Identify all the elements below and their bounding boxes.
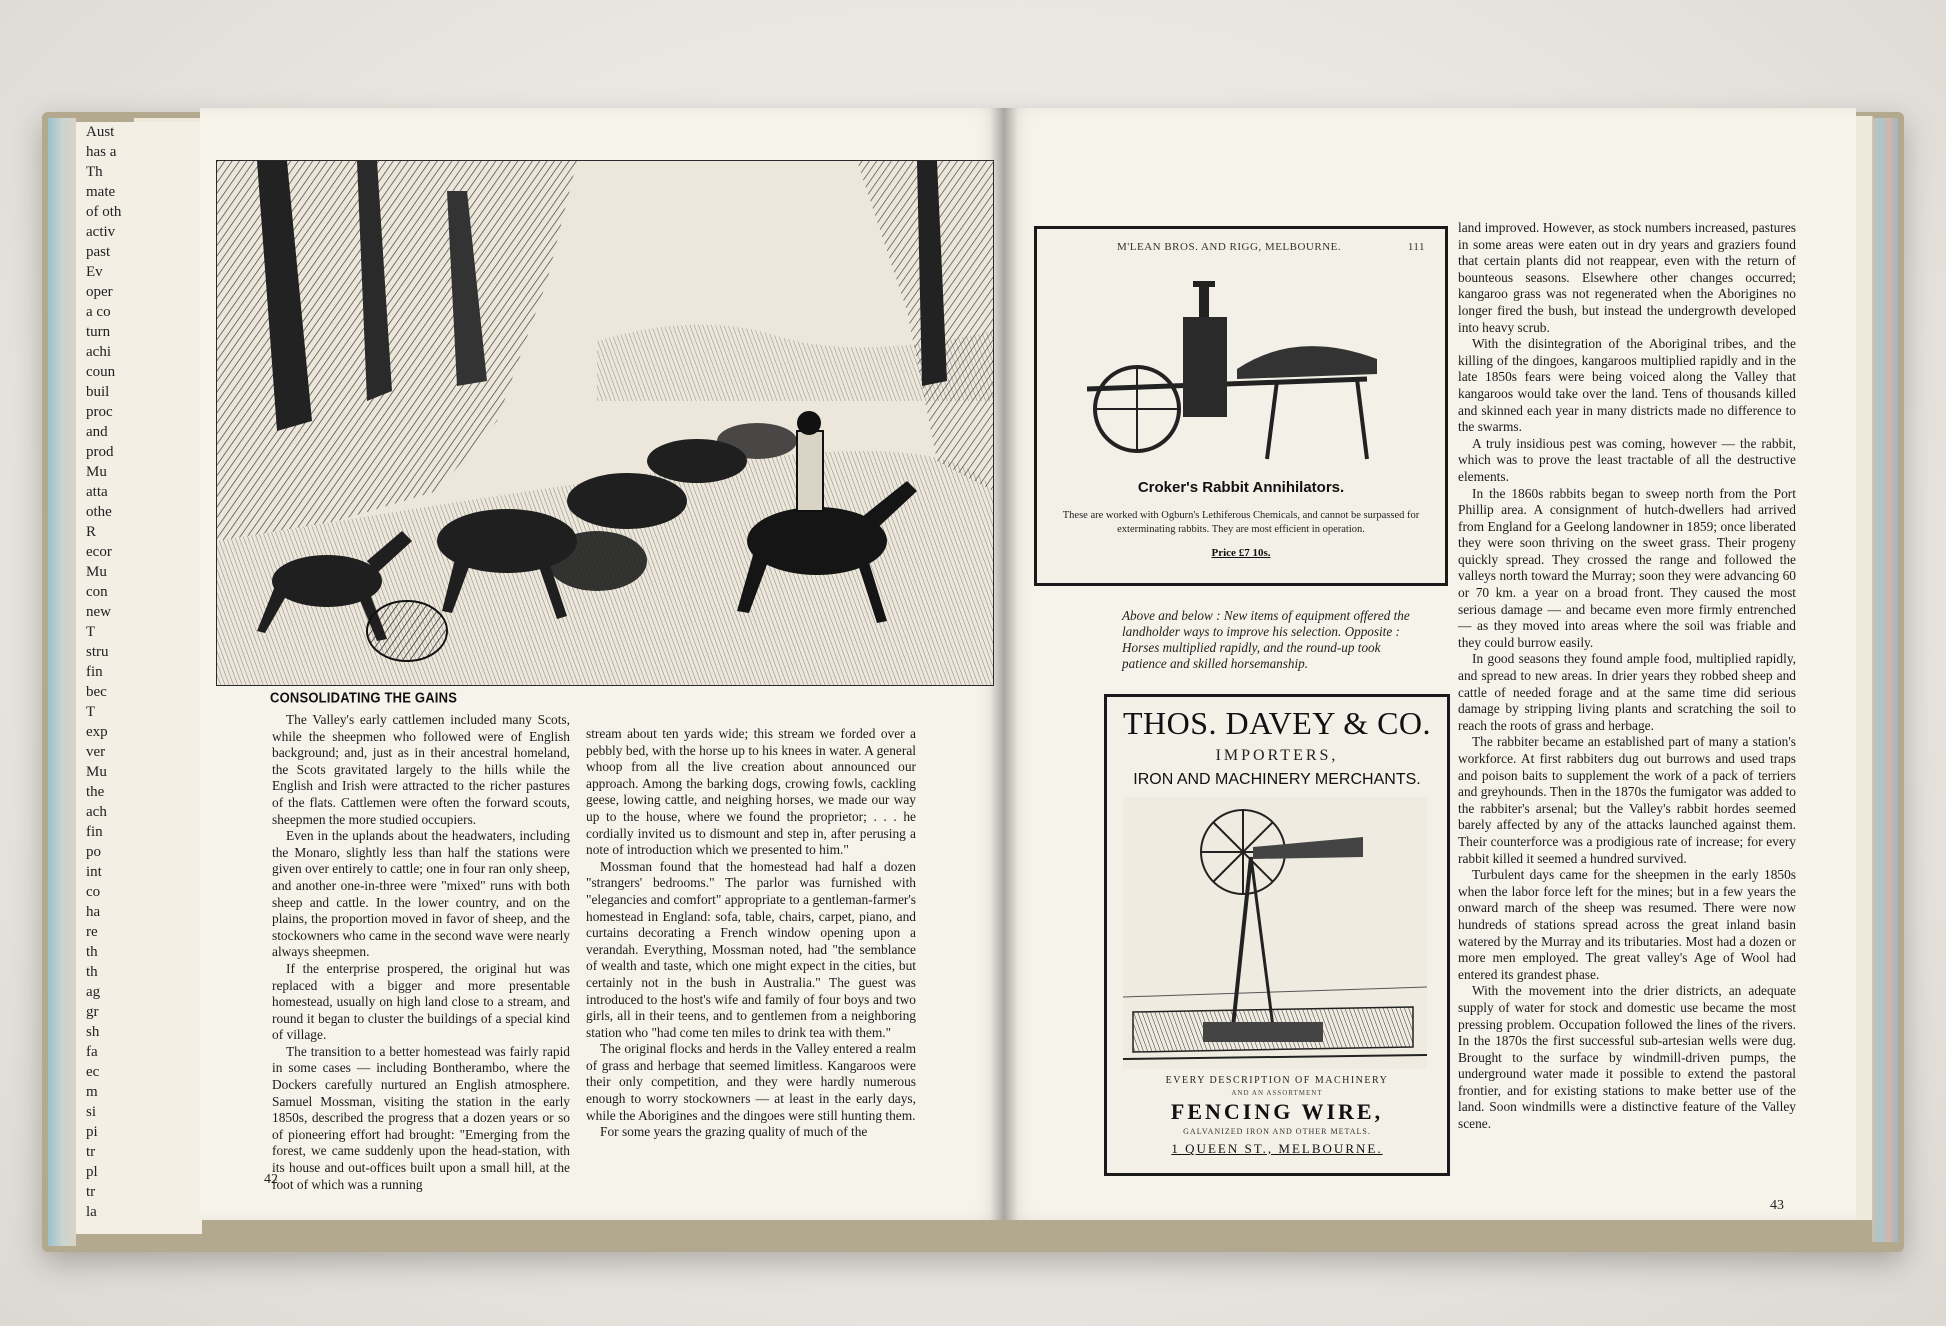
previous-page-line: othe (86, 504, 112, 520)
previous-page-line: bec (86, 684, 107, 700)
figure-caption: Above and below : New items of equipment offered the landholder ways to improve his selection. Opposite : Horses multiplied rapidly, and the round-up took patience and skilled horsemanship. (1122, 608, 1410, 671)
right-page-column (1458, 220, 1796, 1133)
advert-title: Croker's Rabbit Annihilators. (1137, 479, 1345, 496)
previous-page-line: achi (86, 344, 111, 360)
previous-page-line: Mu (86, 564, 107, 580)
advert-body: These are worked with Ogburn's Lethiferous Chemicals, and cannot be surpassed for exterminating rabbits. They are most efficient in operation. (1062, 510, 1420, 535)
advert-assortment-line: AND AN ASSORTMENT (1231, 1089, 1323, 1097)
horse-roundup-engraving (216, 160, 994, 686)
previous-page-line: Mu (86, 464, 107, 480)
section-heading: CONSOLIDATING THE GAINS (270, 688, 458, 707)
paragraph: In the 1860s rabbits began to sweep north from the Port Phillip area. A consignment of hutch-dwellers had arrived from England for a Geelong landowner in 1859; once liberated they were soon thriving on the sweet grass. Their progeny quickly spread. They crossed the range and followed the valleys north toward the Murray; soon they were advancing 60 or 70 km. a year on a broad front. They caused the most serious damage — and became even more firmly entrenched — as they moved into areas where the soil was friable and they could burrow easily. (1458, 485, 1796, 650)
left-page-column-1 (272, 712, 570, 1193)
previous-page-line: fin (86, 664, 103, 680)
advert-address: 1 QUEEN ST., MELBOURNE. (1171, 1141, 1383, 1156)
advert-page-number: 111 (1407, 241, 1425, 253)
paragraph: If the enterprise prospered, the original hut was replaced with a bigger and more presentable homestead, usually on high land close to a stream, and round it began to cluster the buildings of a special kind of village. (272, 960, 570, 1043)
previous-page-line: Th (86, 164, 103, 180)
previous-page-line: new (86, 604, 111, 620)
previous-page-line: m (86, 1084, 98, 1100)
previous-page-line: turn (86, 324, 111, 340)
previous-page-line: tr (86, 1144, 96, 1160)
previous-page-line: Mu (86, 764, 107, 780)
previous-page-line: coun (86, 364, 116, 380)
paragraph: For some years the grazing quality of much of the (600, 1124, 868, 1140)
previous-page-line: stru (86, 644, 109, 660)
previous-page-line: th (86, 944, 98, 960)
previous-page-line: ha (86, 904, 101, 920)
advert-galvanized-line: GALVANIZED IRON AND OTHER METALS. (1183, 1127, 1371, 1136)
previous-page-line: a co (86, 304, 111, 320)
previous-page-line: exp (86, 724, 108, 740)
advert-machinery-line: EVERY DESCRIPTION OF MACHINERY (1165, 1075, 1389, 1086)
rabbit-fumigator-illustration (1087, 269, 1407, 469)
advert-importers: IMPORTERS, (1215, 747, 1339, 764)
previous-page-line: ecor (86, 544, 112, 560)
page-number-left: 42 (264, 1172, 278, 1187)
previous-page-line: ach (86, 804, 107, 820)
paragraph: Mossman found that the homestead had half a dozen "strangers' bedrooms." The parlor was furnished with "elegancies and comfort" appropriate to a gentleman-farmer's homestead in England: sofa, table, chairs, carpet, piano, and curtains decorating a French window opening upon a verandah. Everything, Mossman noted, had "the semblance of wealth and taste, which one might expect in the cities, but certainly not in the bush in Australia." The guest was introduced to the host's wife and family of four boys and two girls, all in their teens, and to gentlemen from a neighboring station who "had come ten miles to drink tea with them." (586, 858, 916, 1040)
previous-page-line: has a (86, 144, 117, 160)
advert-header: M'LEAN BROS. AND RIGG, MELBOURNE. (1117, 241, 1342, 253)
previous-page-line: buil (86, 384, 110, 400)
previous-page-line: int (86, 864, 102, 880)
previous-page-line: R (86, 524, 97, 540)
previous-page-line: fin (86, 824, 103, 840)
previous-page-line: past (86, 244, 111, 260)
previous-page-line: Ev (86, 264, 103, 280)
previous-page-line: T (86, 624, 96, 640)
paragraph: In good seasons they found ample food, multiplied rapidly, and spread to new areas. In drier years they robbed sheep and cattle of needed forage and at the same time did serious damage by stripping living plants and scratching the soil to reach the roots of grass and herbage. (1458, 651, 1796, 733)
previous-page-line: si (86, 1104, 97, 1120)
paragraph: The Valley's early cattlemen included many Scots, while the sheepmen who followed were of English background; and, just as in their ancestral homeland, the Scots gravitated largely to the hills while the English and Irish were attracted to the richer pastures of the flats. Cattlemen were often the forward scouts, sheepmen the more studied occupiers. (272, 712, 570, 827)
paragraph: land improved. However, as stock numbers increased, pastures in some areas were eaten out in dry years and graziers found that certain plants did not reappear, even with the return of bounteous seasons. Elsewhere other changes occurred; kangaroo grass was not regenerated when the Aborigines no longer fired the bush, but instead the undergrowth developed into heavy scrub. (1458, 220, 1796, 335)
previous-page-line: th (86, 964, 98, 980)
previous-page-line: la (86, 1204, 97, 1220)
previous-page-strip (76, 122, 202, 1234)
previous-page-line: of oth (86, 204, 122, 220)
paragraph: Turbulent days came for the sheepmen in the early 1850s when the labor force left for the mines; but in a few years the onward march of the sheep was resumed. There were now hundreds of stations spread across the great inland basin watered by the Murray and its tributaries. Most had a dozen or more men employed. The great valley's Age of Wool had entered its grandest phase. (1458, 867, 1796, 982)
paragraph: With the disintegration of the Aboriginal tribes, and the killing of the dingoes, kangaroos multiplied rapidly and in the late 1850s fears were being voiced along the Valley that kangaroos would take over the land. Tens of thousands killed and skinned each year in many districts made no difference to the swarms. (1458, 336, 1796, 435)
paragraph: A truly insidious pest was coming, however — the rabbit, which was to prove the least tractable of all the destructive elements. (1458, 435, 1796, 484)
previous-page-line: tr (86, 1184, 96, 1200)
paragraph: The rabbiter became an established part of many a station's workforce. At first rabbiters dug out burrows and used traps and poison baits to supplement the work of a pack of terriers and greyhounds. Then in the 1870s the fumigator was added to the rabbiter's arsenal; but the Valley's rabbit hordes seemed barely affected by any of the attacks launched against them. Their counterforce was a prodigious rate of increase; for every rabbit killed it seemed a hundred survived. (1458, 734, 1796, 866)
paragraph: With the movement into the drier districts, an adequate supply of water for stock and domestic use became the most pressing problem. Occupation followed the lines of the rivers. In the 1870s the first successful sub-artesian wells were dug. Brought to the surface by windmill-driven pumps, the underground water made it possible to extend the pastoral frontier, and for existing stations to make better use of the land. Soon windmills were a distinctive feature of the Valley scene. (1458, 983, 1796, 1132)
windmill-illustration (1123, 797, 1427, 1069)
previous-page-line: gr (86, 1004, 99, 1020)
paragraph: Even in the uplands about the headwaters, including the Monaro, slightly less than half the stations were given over entirely to cattle; one in four ran only sheep, and another one-in-three were "mixed" runs with both sheep and cattle. In the lower country, and on the plains, the proportion moved in favor of sheep, and the stockowners who came in the second wave were nearly always sheepmen. (272, 828, 570, 960)
previous-page-line: po (86, 844, 101, 860)
left-page-column-2 (586, 726, 916, 1141)
previous-page-line: mate (86, 184, 116, 200)
previous-page-line: pi (86, 1124, 98, 1140)
page-number-right: 43 (1770, 1198, 1784, 1213)
thos-davey-advert (1104, 694, 1450, 1176)
previous-page-line: prod (86, 444, 114, 460)
previous-page-line: the (86, 784, 105, 800)
previous-page-line: ec (86, 1064, 100, 1080)
previous-page-line: pl (86, 1164, 98, 1180)
cover-left-edge (48, 118, 76, 1246)
previous-page-line: sh (86, 1024, 100, 1040)
previous-page-line: ver (86, 744, 106, 760)
advert-price: Price £7 10s. (1211, 547, 1271, 559)
previous-page-line: Aust (86, 124, 115, 140)
advert-fencing-wire: FENCING WIRE, (1170, 1099, 1384, 1124)
book-gutter (990, 108, 1018, 1220)
advert-company-name: THOS. DAVEY & CO. (1122, 705, 1432, 741)
paragraph: The original flocks and herds in the Valley entered a realm of grass and herbage that seemed limitless. Kangaroos were their only competition, and they were hardly numerous enough to worry stockowners — at least in the early days, while the Aborigines and the dingoes were still hunting them. (586, 1041, 916, 1123)
previous-page-line: activ (86, 224, 116, 240)
previous-page-line: ag (86, 984, 101, 1000)
paragraph: The transition to a better homestead was fairly rapid in some cases — including Bontherambo, where the Dockers carefully nurtured an English atmosphere. Samuel Mossman, visiting the station in the early 1850s, described the progress that a dozen years or so of pioneering effort had brought: "Emerging from the forest, we came suddenly upon the head-station, with its house and out-offices built upon a small hill, at the foot of which was a running (272, 1043, 570, 1192)
rabbit-annihilator-advert (1034, 226, 1448, 586)
previous-page-line: and (86, 424, 108, 440)
previous-page-line: con (86, 584, 108, 600)
previous-page-line: atta (86, 484, 108, 500)
previous-page-line: re (86, 924, 98, 940)
advert-merchants: IRON AND MACHINERY MERCHANTS. (1133, 771, 1421, 788)
previous-page-line: T (86, 704, 96, 720)
paragraph: stream about ten yards wide; this stream we forded over a pebbly bed, with the horse up to his knees in water. A general whoop from all the live creation about announced our approach. Among the barking dogs, crowing fowls, cackling geese, lowing cattle, and neighing horses, we made our way up to the house, where we found the proprietor; . . . he cordially invited us to dismount and step in, after perusing a note of introduction which we presented to him." (586, 726, 916, 858)
previous-page-line: oper (86, 284, 113, 300)
engraving-drawing (217, 161, 993, 685)
previous-page-line: proc (86, 404, 113, 420)
cover-right-edge (1872, 118, 1898, 1242)
previous-page-line: co (86, 884, 101, 900)
previous-page-line: fa (86, 1044, 98, 1060)
